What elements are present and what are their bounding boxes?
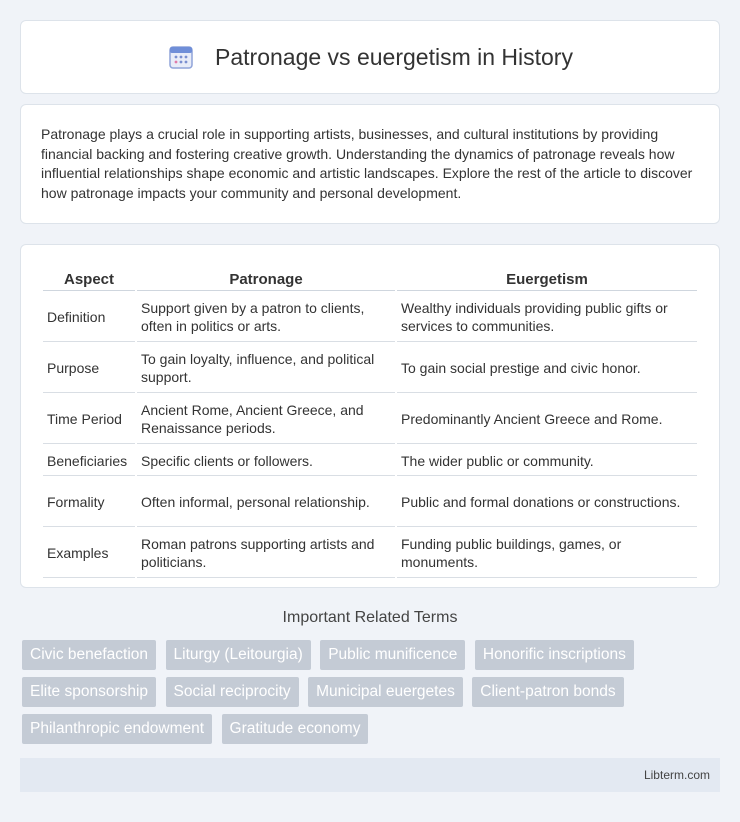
table-row: [43, 344, 697, 393]
page-title: Patronage vs euergetism in History: [215, 43, 573, 70]
table-cell: Predominantly Ancient Greece and Rome.: [397, 395, 697, 444]
table-cell: Time Period: [43, 395, 135, 444]
table-cell: Beneficiaries: [43, 446, 135, 476]
table-header-row: [43, 267, 697, 291]
comparison-table-card: [20, 244, 720, 588]
related-term-tag[interactable]: Philanthropic endowment: [22, 714, 212, 744]
footer: [20, 758, 720, 792]
footer-site-link[interactable]: Libterm.com: [643, 768, 710, 782]
table-cell: Public and formal donations or constructions.: [397, 478, 697, 527]
table-cell: Definition: [43, 293, 135, 342]
table-row: [43, 293, 697, 342]
column-header: Patronage: [137, 267, 395, 291]
table-row: [43, 529, 697, 578]
related-term-tag[interactable]: Client-patron bonds: [472, 677, 623, 707]
header-card: [20, 20, 720, 94]
table-row: [43, 446, 697, 476]
table-cell: The wider public or community.: [397, 446, 697, 476]
table-cell: Ancient Rome, Ancient Greece, and Renaissance periods.: [137, 395, 395, 444]
table-cell: Funding public buildings, games, or monuments.: [397, 529, 697, 578]
related-term-tag[interactable]: Elite sponsorship: [22, 677, 156, 707]
table-cell: Roman patrons supporting artists and politicians.: [137, 529, 395, 578]
related-term-tag[interactable]: Social reciprocity: [166, 677, 299, 707]
table-cell: To gain loyalty, influence, and political support.: [137, 344, 395, 393]
related-term-tag[interactable]: Honorific inscriptions: [475, 640, 634, 670]
column-header: Euergetism: [397, 267, 697, 291]
related-term-tag[interactable]: Public munificence: [320, 640, 465, 670]
intro-text: Patronage plays a crucial role in supporting artists, businesses, and cultural institutions by providing financial backing and fostering creative growth. Understanding the dynamics of patronage reveals how influential relationships shape economic and artistic landscapes. Explore the rest of the article to discover how patronage impacts your community and personal development.: [41, 126, 693, 201]
table-row: [43, 478, 697, 527]
related-term-tag[interactable]: Gratitude economy: [222, 714, 369, 744]
comparison-table: [41, 265, 699, 580]
related-term-tag[interactable]: Liturgy (Leitourgia): [166, 640, 311, 670]
column-header: Aspect: [43, 267, 135, 291]
table-cell: Formality: [43, 478, 135, 527]
table-cell: Often informal, personal relationship.: [137, 478, 395, 527]
related-terms-list: [22, 640, 722, 751]
related-term-tag[interactable]: Municipal euergetes: [308, 677, 463, 707]
related-term-tag[interactable]: Civic benefaction: [22, 640, 156, 670]
table-cell: Specific clients or followers.: [137, 446, 395, 476]
table-cell: Examples: [43, 529, 135, 578]
table-cell: To gain social prestige and civic honor.: [397, 344, 697, 393]
calendar-icon: [167, 43, 195, 71]
table-row: [43, 395, 697, 444]
table-cell: Wealthy individuals providing public gifts or services to communities.: [397, 293, 697, 342]
table-cell: Purpose: [43, 344, 135, 393]
intro-card: [20, 104, 720, 224]
related-terms-title: Important Related Terms: [282, 609, 458, 626]
table-cell: Support given by a patron to clients, often in politics or arts.: [137, 293, 395, 342]
